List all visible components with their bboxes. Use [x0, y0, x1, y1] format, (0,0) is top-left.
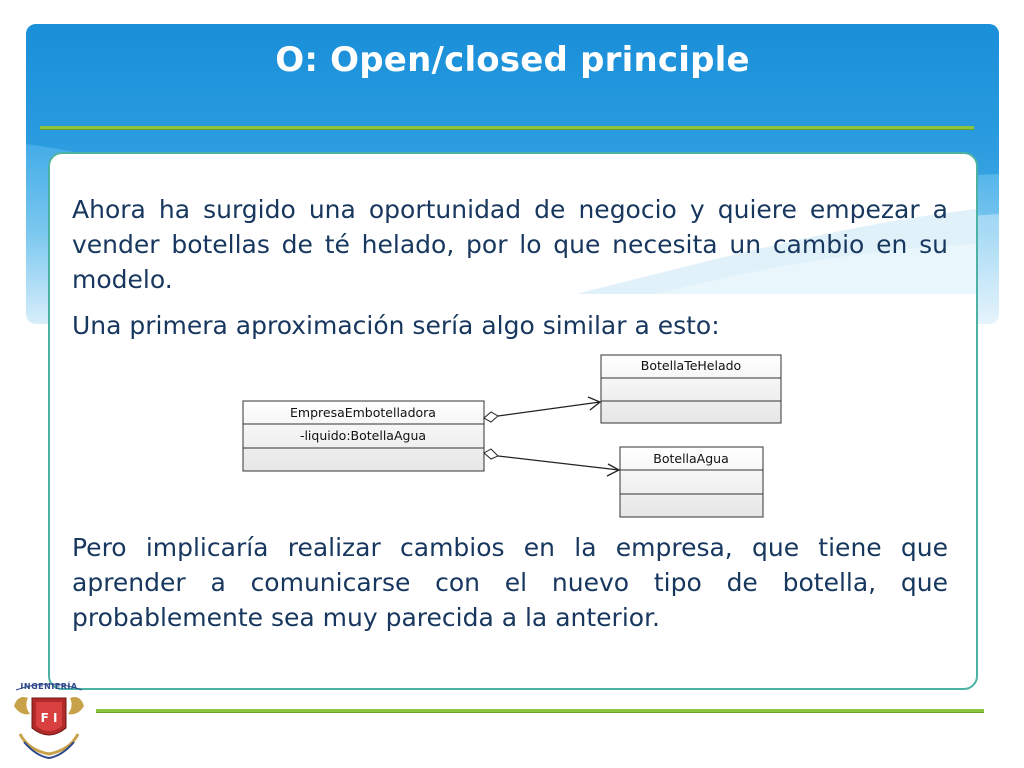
uml-class-diagram	[240, 352, 785, 522]
svg-text:F I: F I	[40, 711, 58, 725]
ingenieria-logo-icon	[10, 676, 88, 764]
paragraph-intro: Ahora ha surgido una oportunidad de negocio y quiere empezar a vender botellas de té helado, por lo que necesita un cambio en su modelo.	[72, 195, 948, 294]
class-empresa-attribute: -liquido:BotellaAgua	[299, 428, 427, 443]
class-botella-te-helado	[601, 355, 781, 423]
class-botella-agua	[620, 447, 763, 517]
paragraph-conclusion: Pero implicaría realizar cambios en la empresa, que tiene que aprender a comunicarse con el nuevo tipo de botella, que probablemente sea muy parecida a la anterior.	[72, 533, 948, 632]
footer-divider	[96, 709, 984, 713]
paragraph-approximation: Una primera aproximación sería algo similar a esto:	[72, 311, 720, 340]
slide-title: O: Open/closed principle	[275, 40, 750, 80]
svg-text:INGENIERÍA: INGENIERÍA	[20, 682, 78, 691]
aggregation-arrow-te	[484, 397, 600, 422]
class-te-name: BotellaTeHelado	[640, 358, 742, 373]
class-agua-name: BotellaAgua	[653, 451, 729, 466]
aggregation-arrow-agua	[484, 449, 619, 476]
class-empresa-embotelladora	[243, 401, 484, 471]
title-divider	[40, 126, 974, 130]
class-empresa-name: EmpresaEmbotelladora	[290, 405, 436, 420]
